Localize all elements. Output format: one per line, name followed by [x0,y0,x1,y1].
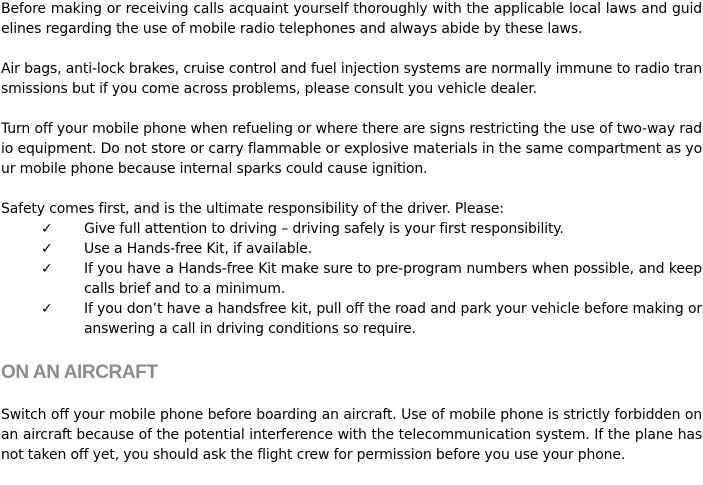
list-item-text: If you don’t have a handsfree kit, pull off the road and park your vehicle before making or answering a call in driving conditions so require. [84,301,702,337]
paragraph-local-laws: Before making or receiving calls acquaint yourself thoroughly with the applicable local laws and guidelines regarding the use of mobile radio telephones and always abide by these laws. [1,1,702,37]
checkmark-icon: ✓ [41,221,53,237]
checkmark-icon: ✓ [41,261,53,277]
list-item [1,299,702,339]
list-item-text: Use a Hands-free Kit, if available. [84,241,313,257]
paragraph-safety-intro: Safety comes first, and is the ultimate responsibility of the driver. Please: [1,201,504,217]
section-heading-aircraft: ON AN AIRCRAFT [1,362,158,383]
paragraph-refueling: Turn off your mobile phone when refueling or where there are signs restricting the use of two-way radio equipment. Do not store or carry flammable or explosive materials in the same compartment as your mobile phone because internal sparks could cause ignition. [1,121,702,177]
checkmark-icon: ✓ [41,241,53,257]
checkmark-icon: ✓ [41,301,53,317]
list-item [1,239,702,259]
paragraph-aircraft: Switch off your mobile phone before boarding an aircraft. Use of mobile phone is strictly forbidden on an aircraft because of the potential interference with the telecommunication system. If the plane has not taken off yet, you should ask the flight crew for permission before you use your phone. [1,407,702,463]
safety-checklist [1,219,702,339]
list-item-text: If you have a Hands-free Kit make sure to pre-program numbers when possible, and keep calls brief and to a minimum. [84,261,702,297]
list-item-text: Give full attention to driving – driving safely is your first responsibility. [84,221,564,237]
list-item [1,219,702,239]
list-item [1,259,702,299]
paragraph-vehicle-systems: Air bags, anti-lock brakes, cruise control and fuel injection systems are normally immune to radio transmissions but if you come across problems, please consult you vehicle dealer. [1,61,702,97]
